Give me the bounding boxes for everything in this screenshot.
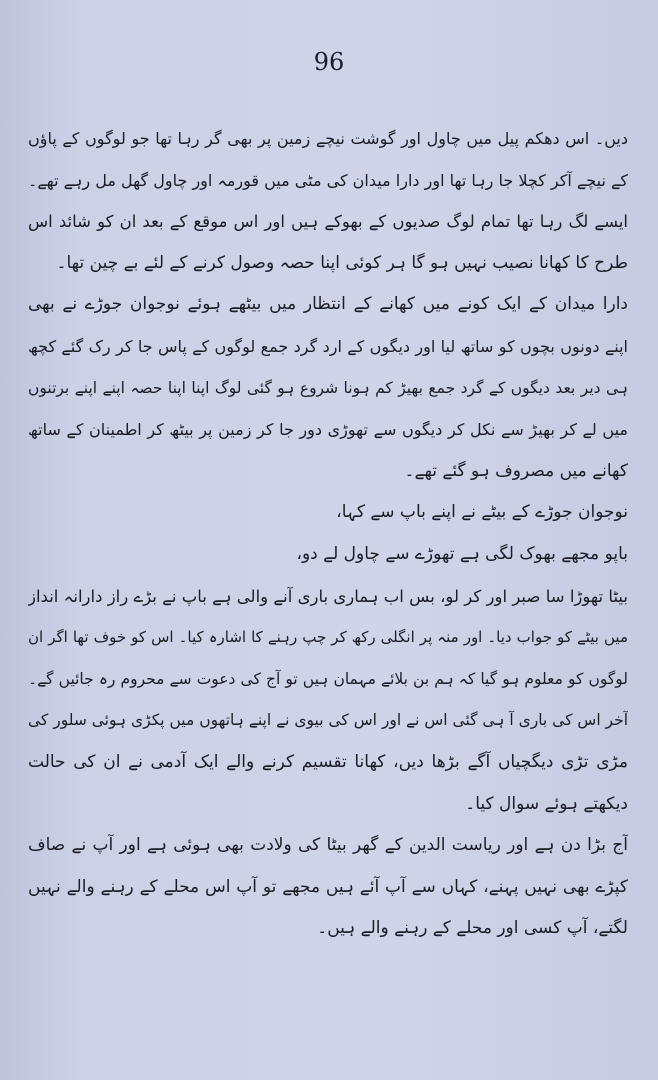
text-line-2: کے نیچے آکر کچلا جا رہا تھا اور دارا میدان کی مٹی میں قورمہ اور چاول گھل مل رہے تھے۔ xyxy=(28,170,628,190)
text-line-9: کھانے میں مصروف ہو گئے تھے۔ xyxy=(404,460,628,481)
text-line-17: دیکھتے ہوئے سوال کیا۔ xyxy=(465,793,628,814)
text-line-18: آج بڑا دن ہے اور ریاست الدین کے گھر بیٹا کی ولادت بھی ہوئی ہے اور آپ نے صاف xyxy=(28,835,628,856)
page-number: 96 xyxy=(313,48,345,76)
text-line-20: لگتے، آپ کسی اور محلے کے رہنے والے ہیں۔ xyxy=(317,918,628,939)
text-line-19: کپڑے بھی نہیں پہنے، کہاں سے آپ آئے ہیں مجھے تو آپ اس محلے کے رہنے والے نہیں xyxy=(28,876,628,897)
text-line-3: ایسے لگ رہا تھا تمام لوگ صدیوں کے بھوکے ہیں اور اس موقع کے بعد ان کو شائد اس xyxy=(28,212,628,232)
text-line-5: دارا میدان کے ایک کونے میں کھانے کے انتظار میں بیٹھے ہوئے نوجوان جوڑے نے بھی xyxy=(28,294,628,315)
text-line-15: آخر اس کی باری آ ہی گئی اس نے اور اس کی بیوی نے اپنے ہاتھوں میں پکڑی ہوئی سلور کی xyxy=(28,711,628,730)
text-line-11: باپو مجھے بھوک لگی ہے تھوڑے سے چاول لے دو، xyxy=(296,543,628,564)
text-line-8: میں لے کر بھیڑ سے نکل کر دیگوں سے تھوڑی دور جا کر زمین پر بیٹھ کر اطمینان کے ساتھ xyxy=(28,420,628,440)
text-line-7: ہی دیر بعد دیگوں کے گرد جمع بھیڑ کم ہونا شروع ہو گئی لوگ اپنا اپنا حصہ اپنے اپنے برتنوں xyxy=(28,378,628,397)
text-line-4: طرح کا کھانا نصیب نہیں ہو گا ہر کوئی اپنا حصہ وصول کرنے کے لئے بے چین تھا۔ xyxy=(56,252,628,273)
page-body-text xyxy=(28,118,628,950)
text-line-10: نوجوان جوڑے کے بیٹے نے اپنے باپ سے کہا، xyxy=(336,502,628,523)
text-line-13: میں بیٹے کو جواب دیا۔ اور منہ پر انگلی رکھ کر چپ رہنے کا اشارہ کیا۔ اس کو خوف تھا اگر ان xyxy=(28,628,628,647)
text-line-16: مڑی تڑی دیگچیاں آگے بڑھا دیں، کھانا تقسیم کرنے والے ایک آدمی نے ان کی حالت xyxy=(28,751,628,772)
text-line-14: لوگوں کو معلوم ہو گیا کہ ہم بن بلائے مہمان ہیں تو آج کی دعوت سے محروم رہ جائیں گے۔ xyxy=(28,669,628,688)
text-line-1: دیں۔ اس دھکم پیل میں چاول اور گوشت نیچے زمین پر بھی گر رہا تھا جو لوگوں کے پاؤں xyxy=(28,129,628,148)
text-line-6: اپنے دونوں بچوں کو ساتھ لیا اور دیگوں کے ارد گرد جمع لوگوں کے پاس جا کر رک گئے کچھ xyxy=(28,336,628,356)
text-line-12: بیٹا تھوڑا سا صبر اور کر لو، بس اب ہماری باری آنے والی ہے باپ نے بڑے راز دارانہ انداز xyxy=(28,586,628,606)
